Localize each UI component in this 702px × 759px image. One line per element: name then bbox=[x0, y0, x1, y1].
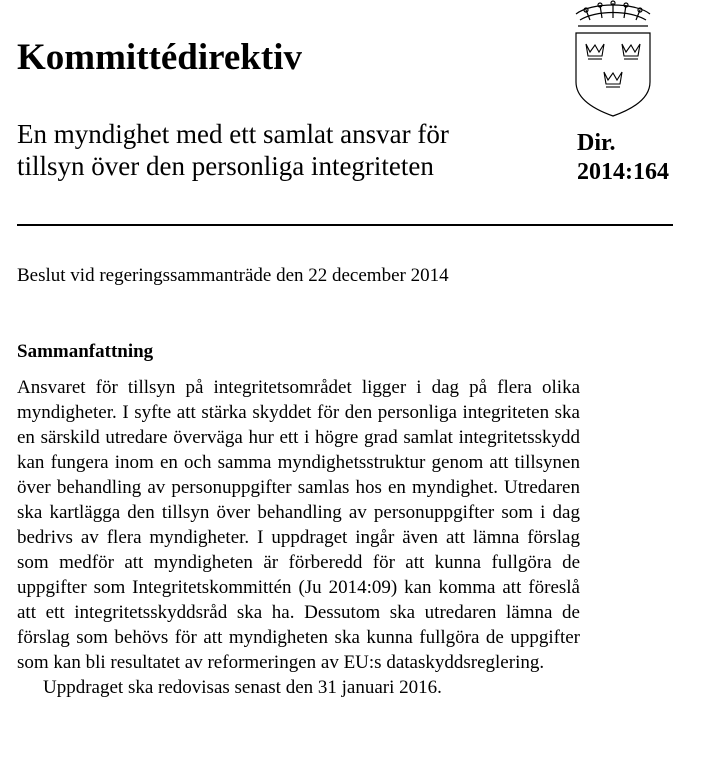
swedish-coat-of-arms-icon bbox=[566, 0, 660, 118]
summary-paragraph: Ansvaret för tillsyn på integritetsområdet ligger i dag på flera olika myndigheter. I syfte att stärka skyddet för den personliga integriteten ska en särskild utredare överväga hur ett i högre grad samlat integritetsskydd kan fungera inom en och samma myndighetsstruktur genom att tillsynen över behandling av personuppgifter samlas hos en myndighet. Utredaren ska kartlägga den tillsyn över behandling av personuppgifter som i dag bedrivs av flera myndigheter. I uppdraget ingår även att lämna förslag som medför att myndigheten är förberedd för att kunna fullgöra de uppgifter som Integritetskommittén (Ju 2014:09) kan komma att föreslå att ett integritetsskyddsråd ska ha. Dessutom ska utredaren lämna de förslag som behövs för att myndigheten ska kunna fullgöra de uppgifter som kan bli resultatet av reformeringen av EU:s dataskyddsreglering. bbox=[17, 377, 580, 673]
header-divider bbox=[17, 224, 673, 226]
document-heading: Kommittédirektiv bbox=[17, 37, 302, 78]
document-title-line: tillsyn över den personliga integriteten bbox=[17, 151, 434, 181]
decision-line: Beslut vid regeringssammanträde den 22 december 2014 bbox=[17, 265, 449, 286]
document-title-line: En myndighet med ett samlat ansvar för bbox=[17, 119, 449, 149]
summary-body bbox=[17, 375, 580, 700]
directive-number: 2014:164 bbox=[577, 159, 669, 185]
directive-label: Dir. bbox=[577, 130, 616, 156]
section-heading: Sammanfattning bbox=[17, 341, 154, 362]
summary-paragraph: Uppdraget ska redovisas senast den 31 januari 2016. bbox=[43, 677, 442, 698]
document-title bbox=[17, 118, 557, 182]
